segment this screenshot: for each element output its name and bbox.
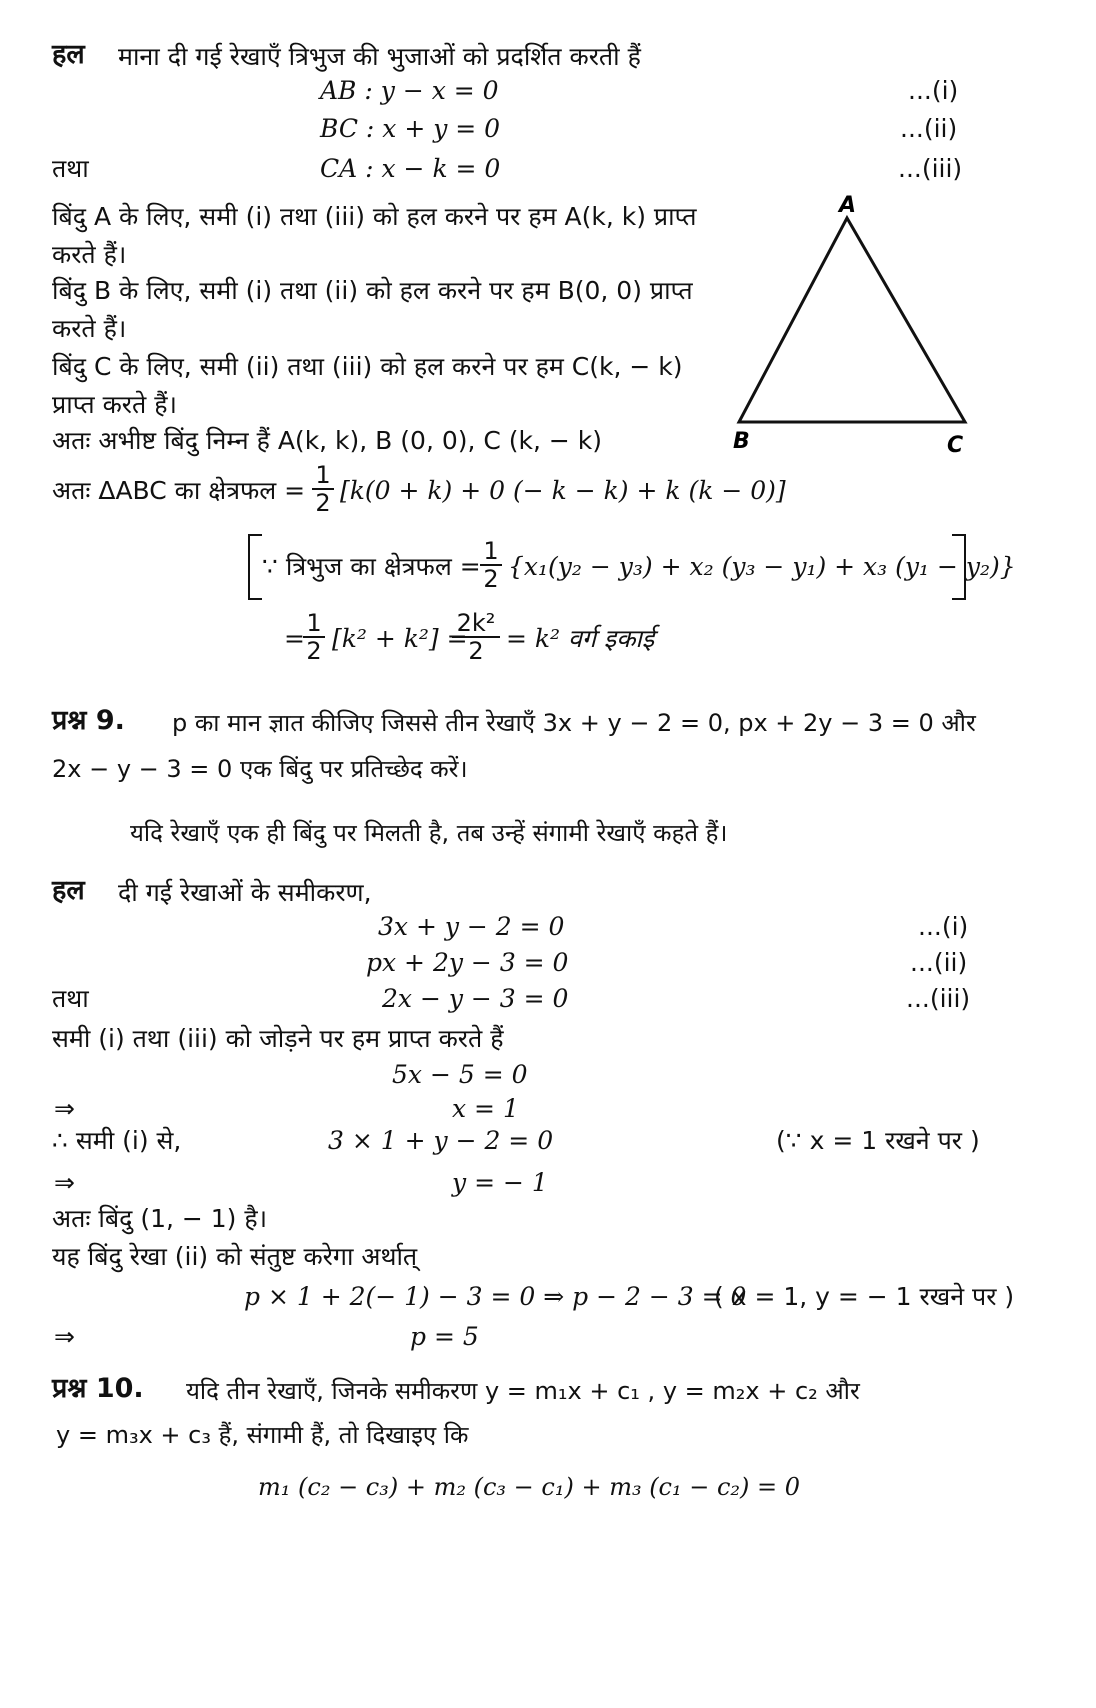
tatha-label: तथा xyxy=(52,154,89,183)
point-a-line2: करते हैं। xyxy=(52,240,127,269)
solution-9-heading: हल xyxy=(52,875,85,906)
triangle-diagram xyxy=(725,190,985,460)
p-substitution-note: ( x = 1, y = − 1 रखने पर ) xyxy=(714,1282,1015,1311)
question-9-line1: p का मान ज्ञात कीजिए जिससे तीन रेखाएँ 3x + y − 2 = 0, px + 2y − 3 = 0 और xyxy=(172,709,976,737)
solution-heading: हल xyxy=(52,39,85,70)
concurrent-note: यदि रेखाएँ एक ही बिंदु पर मिलती है, तब उन्हें संगामी रेखाएँ कहते हैं। xyxy=(130,819,728,847)
solution-intro: माना दी गई रेखाएँ त्रिभुज की भुजाओं को प्रदर्शित करती हैं xyxy=(118,42,641,71)
points-summary: अतः अभीष्ट बिंदु निम्न हैं A(k, k), B (0, 0), C (k, − k) xyxy=(52,426,603,455)
substitution-note: (∵ x = 1 रखने पर ) xyxy=(776,1126,980,1155)
question-10-label: प्रश्न 10. xyxy=(52,1373,144,1404)
point-c-line2: प्राप्त करते हैं। xyxy=(52,390,177,419)
y-value: y = − 1 xyxy=(452,1168,548,1197)
area-rhs: [k(0 + k) + 0 (− k − k) + k (k − 0)] xyxy=(340,476,786,505)
point-c-line1: बिंदु C के लिए, समी (ii) तथा (iii) को हल करने पर हम C(k, − k) xyxy=(52,352,683,381)
equation-ref-ii: ...(ii) xyxy=(900,114,958,143)
equation-9-i: 3x + y − 2 = 0 xyxy=(378,912,565,941)
tatha-9-label: तथा xyxy=(52,984,89,1013)
equation-ref-iii: ...(iii) xyxy=(898,154,963,183)
half-fraction xyxy=(312,462,334,516)
equation-ca: CA : x − k = 0 xyxy=(320,154,501,183)
equation-ref-i: ...(i) xyxy=(908,76,959,105)
vertex-label-c: C xyxy=(947,433,964,458)
x-value: x = 1 xyxy=(452,1094,519,1123)
formula-rhs: {x₁(y₂ − y₃) + x₂ (y₃ − y₁) + x₃ (y₁ − y₂)} xyxy=(508,552,1016,581)
triangle-abc xyxy=(739,218,965,422)
added-equation: 5x − 5 = 0 xyxy=(392,1060,528,1089)
left-bracket xyxy=(248,534,262,600)
vertex-label-a: A xyxy=(839,193,857,218)
question-10-line2: y = m₃x + c₃ हैं, संगामी हैं, तो दिखाइए कि xyxy=(56,1421,469,1449)
result-denominator: 2 xyxy=(468,637,484,665)
point-b-line2: करते हैं। xyxy=(52,314,127,343)
implies-arrow-2: ⇒ xyxy=(54,1168,75,1197)
equation-9-ref-iii: ...(iii) xyxy=(906,984,971,1013)
area-lhs: अतः ΔABC का क्षेत्रफल = xyxy=(52,476,306,505)
result-numerator: 2k² xyxy=(452,610,500,638)
equation-9-iii: 2x − y − 3 = 0 xyxy=(382,984,569,1013)
result-end: = k² वर्ग इकाई xyxy=(506,624,655,653)
formula-lhs: ∵ त्रिभुज का क्षेत्रफल = xyxy=(262,552,481,581)
intersection-point: अतः बिंदु (1, − 1) है। xyxy=(52,1204,268,1233)
fraction-denominator: 2 xyxy=(315,489,331,517)
result-half-fraction: $\frac{1}{2}$ xyxy=(303,610,325,664)
question-9-label: प्रश्न 9. xyxy=(52,705,125,736)
question-10-line1: यदि तीन रेखाएँ, जिनके समीकरण y = m₁x + c₁ , y = m₂x + c₂ और xyxy=(186,1377,860,1405)
add-equations-line: समी (i) तथा (iii) को जोड़ने पर हम प्राप्त करते हैं xyxy=(52,1024,504,1053)
equation-9-ref-ii: ...(ii) xyxy=(910,948,968,977)
equation-9-ref-i: ...(i) xyxy=(918,912,969,941)
implies-arrow-1: ⇒ xyxy=(54,1094,75,1123)
from-equation-i: ∴ समी (i) से, xyxy=(52,1126,182,1155)
satisfy-line: यह बिंदु रेखा (ii) को संतुष्ट करेगा अर्थात् xyxy=(52,1242,418,1271)
fraction-numerator: 1 xyxy=(312,462,334,490)
p-value: p = 5 xyxy=(410,1322,479,1351)
result-equals: = xyxy=(284,624,305,653)
vertex-label-b: B xyxy=(733,429,750,454)
formula-half-fraction: $\frac{1}{2}$ xyxy=(480,538,502,592)
result-fraction xyxy=(452,610,500,664)
point-a-line1: बिंदु A के लिए, समी (i) तथा (iii) को हल करने पर हम A(k, k) प्राप्त xyxy=(52,202,697,231)
p-equation: p × 1 + 2(− 1) − 3 = 0 ⇒ p − 2 − 3 = 0 xyxy=(244,1282,747,1311)
solution-9-intro: दी गई रेखाओं के समीकरण, xyxy=(118,878,372,907)
question-9-line2: 2x − y − 3 = 0 एक बिंदु पर प्रतिच्छेद करें। xyxy=(52,755,468,783)
implies-arrow-3: ⇒ xyxy=(54,1322,75,1351)
point-b-line1: बिंदु B के लिए, समी (i) तथा (ii) को हल करने पर हम B(0, 0) प्राप्त xyxy=(52,276,693,305)
equation-bc: BC : x + y = 0 xyxy=(320,114,501,143)
equation-ab: AB : y − x = 0 xyxy=(320,76,499,105)
question-10-final-equation: m₁ (c₂ − c₃) + m₂ (c₃ − c₁) + m₃ (c₁ − c₂) = 0 xyxy=(258,1473,801,1501)
substituted-equation: 3 × 1 + y − 2 = 0 xyxy=(328,1126,554,1155)
equation-9-ii: px + 2y − 3 = 0 xyxy=(366,948,569,977)
result-middle: [k² + k²] = xyxy=(332,624,468,653)
